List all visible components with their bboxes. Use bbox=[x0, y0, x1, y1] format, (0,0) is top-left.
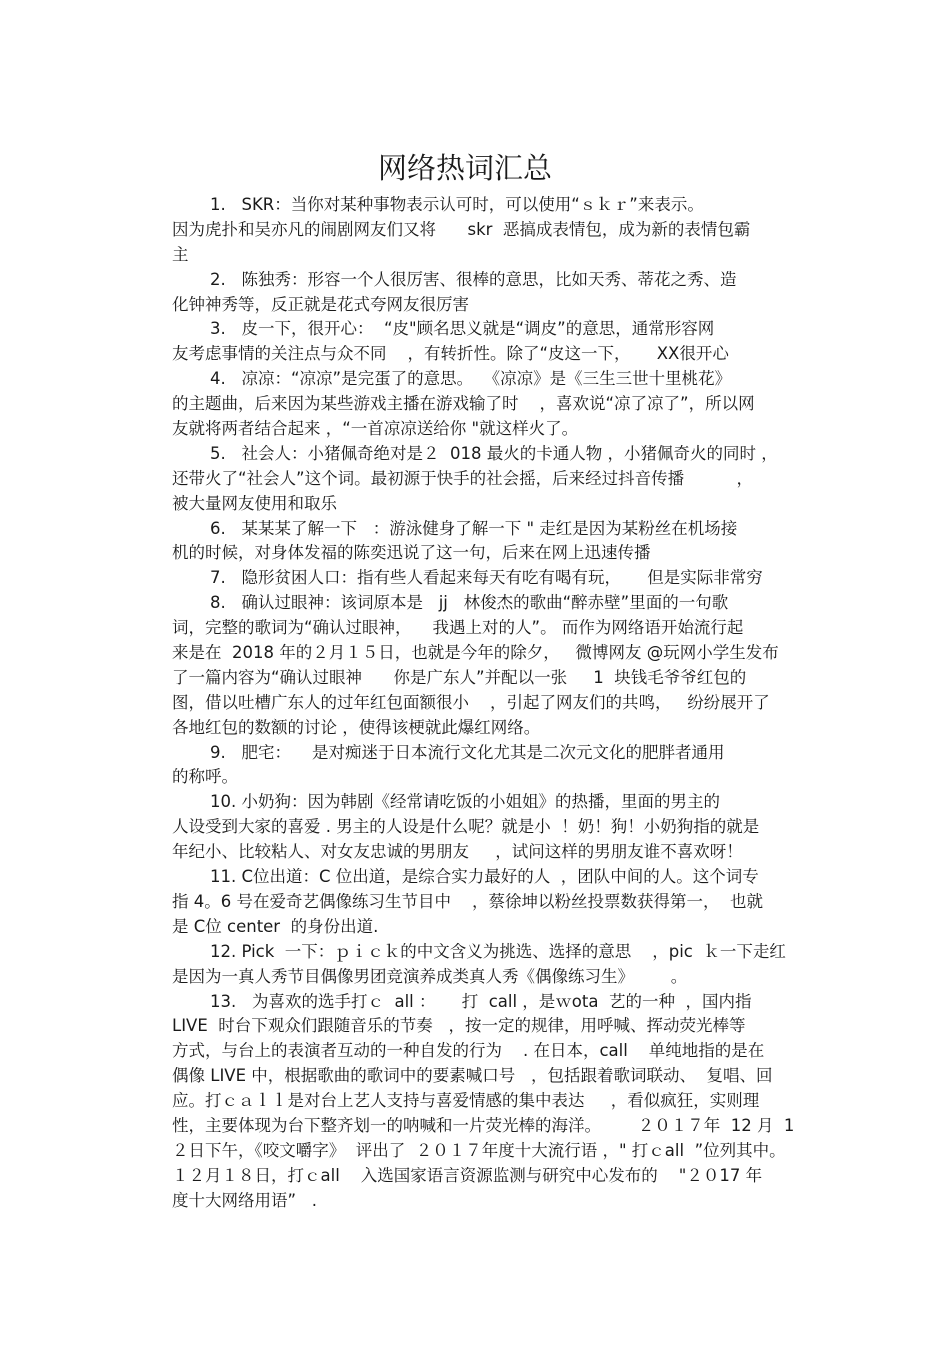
text-line: 8. 确认过眼神：该词原本是 jj 林俊杰的歌曲“醉赤壁”里面的一句歌 bbox=[210, 593, 729, 613]
text-line: 2. 陈独秀：形容一个人很厉害、很棒的意思，比如天秀、蒂花之秀、造 bbox=[210, 269, 737, 289]
text-line: 主 bbox=[172, 244, 189, 264]
text-line: 10. 小奶狗：因为韩剧《经常请吃饭的小姐姐》的热播，里面的男主的 bbox=[210, 792, 720, 812]
text-line: 偶像 LIVE 中，根据歌曲的歌词中的要素喊口号 ，包括跟着歌词联动、 复唱、回 bbox=[172, 1066, 773, 1086]
text-line: 还带火了“社会人”这个词。最初源于快手的社会摇，后来经过抖音传播 ， bbox=[172, 468, 754, 488]
text-line: 方式，与台上的表演者互动的一种自发的行为 . 在日本，call 单纯地指的是在 bbox=[172, 1041, 765, 1061]
document-body bbox=[172, 193, 812, 1214]
page-title: 网络热词汇总 bbox=[377, 151, 552, 185]
text-line: 12. Pick 一下：ｐｉｃｋ的中文含义为挑选、选择的意思 ，pic ｋ一下走红 bbox=[210, 941, 786, 961]
text-line: 被大量网友使用和取乐 bbox=[172, 493, 337, 513]
text-line: 4. 凉凉：“凉凉”是完蛋了的意思。 《凉凉》是《三生三世十里桃花》 bbox=[210, 369, 732, 389]
text-line: LIVE 时台下观众们跟随音乐的节奏 ，按一定的规律，用呼喊、挥动荧光棒等 bbox=[172, 1016, 746, 1036]
text-line: 7. 隐形贫困人口：指有些人看起来每天有吃有喝有玩， 但是实际非常穷 bbox=[210, 568, 763, 588]
text-line: 友考虑事情的关注点与众不同 ，有转折性。除了“皮这一下， XX很开心 bbox=[172, 344, 729, 364]
text-line: 应。打ｃａｌｌ是对台上艺人支持与喜爱情感的集中表达 ，看似疯狂，实则理 bbox=[172, 1091, 760, 1111]
text-line: 3. 皮一下，很开心： “皮"顾名思义就是“调皮”的意思，通常形容网 bbox=[210, 319, 715, 339]
text-line: 词，完整的歌词为“确认过眼神， 我遇上对的人”。 而作为网络语开始流行起 bbox=[172, 618, 744, 638]
text-line: 友就将两者结合起来 ，“一首凉凉送给你 "就这样火了。 bbox=[172, 419, 579, 439]
text-line: 人设受到大家的喜爱 . 男主的人设是什么呢？就是小 ！奶！狗！小奶狗指的就是 bbox=[172, 817, 760, 837]
text-line: 6. 某某某了解一下 ：游泳健身了解一下 " 走红是因为某粉丝在机场接 bbox=[210, 518, 738, 538]
text-line: １２月１８日，打ｃall 入选国家语言资源监测与研究中心发布的 "２０17 年 bbox=[172, 1165, 763, 1185]
text-line: 度十大网络用语” . bbox=[172, 1190, 318, 1210]
text-line: 的称呼。 bbox=[172, 767, 238, 787]
text-line: 1. SKR：当你对某种事物表示认可时，可以使用“ｓｋｒ”来表示。 bbox=[210, 195, 704, 214]
text-line: 年纪小、比较粘人、对女友忠诚的男朋友 ，试问这样的男朋友谁不喜欢呀！ bbox=[172, 842, 743, 862]
text-line: 是 C位 center 的身份出道. bbox=[172, 916, 379, 936]
text-line: 的主题曲，后来因为某些游戏主播在游戏输了时 ，喜欢说“凉了凉了”，所以网 bbox=[172, 394, 755, 414]
text-line: 13. 为喜欢的选手打ｃ all ： 打 call ，是ｗota 艺的一种 ，国内指 bbox=[210, 991, 752, 1011]
text-line: 图，借以吐槽广东人的过年红包面额很小 ，引起了网友们的共鸣， 纷纷展开了 bbox=[172, 692, 770, 712]
text-line: 指 4。6 号在爱奇艺偶像练习生节目中 ，蔡徐坤以粉丝投票数获得第一， 也就 bbox=[172, 891, 763, 911]
text-line: 性，主要体现为台下整齐划一的呐喊和一片荧光棒的海洋。 ２０１７年 12 月 1 bbox=[172, 1115, 795, 1135]
text-line: 来是在 2018 年的２月１５日，也就是今年的除夕， 微博网友 @玩网小学生发布 bbox=[172, 643, 779, 663]
text-line: 因为虎扑和吴亦凡的闹剧网友们又将 skr 恶搞成表情包，成为新的表情包霸 bbox=[172, 219, 751, 239]
text-line: 是因为一真人秀节目偶像男团竞演养成类真人秀《偶像练习生》 。 bbox=[172, 966, 688, 986]
text-line: 了一篇内容为“确认过眼神 你是广东人”并配以一张 1 块钱毛爷爷红包的 bbox=[172, 667, 747, 687]
text-line: 5. 社会人：小猪佩奇绝对是２ 018 最火的卡通人物 ，小猪佩奇火的同时 ， bbox=[210, 443, 778, 463]
text-line: ２日下午，《咬文嚼字》 评出了 ２０１７年度十大流行语 ，" 打ｃall ”位列其中。 bbox=[172, 1140, 786, 1160]
text-line: 化钟神秀等，反正就是花式夸网友很厉害 bbox=[172, 294, 469, 314]
text-line: 各地红包的数额的讨论 ，使得该梗就此爆红网络。 bbox=[172, 717, 541, 737]
text-line: 11. C位出道：C 位出道，是综合实力最好的人 ，团队中间的人。这个词专 bbox=[210, 867, 759, 887]
text-line: 9. 肥宅： 是对痴迷于日本流行文化尤其是二次元文化的肥胖者通用 bbox=[210, 742, 725, 762]
text-line: 机的时候，对身体发福的陈奕迅说了这一句，后来在网上迅速传播 bbox=[172, 543, 651, 563]
